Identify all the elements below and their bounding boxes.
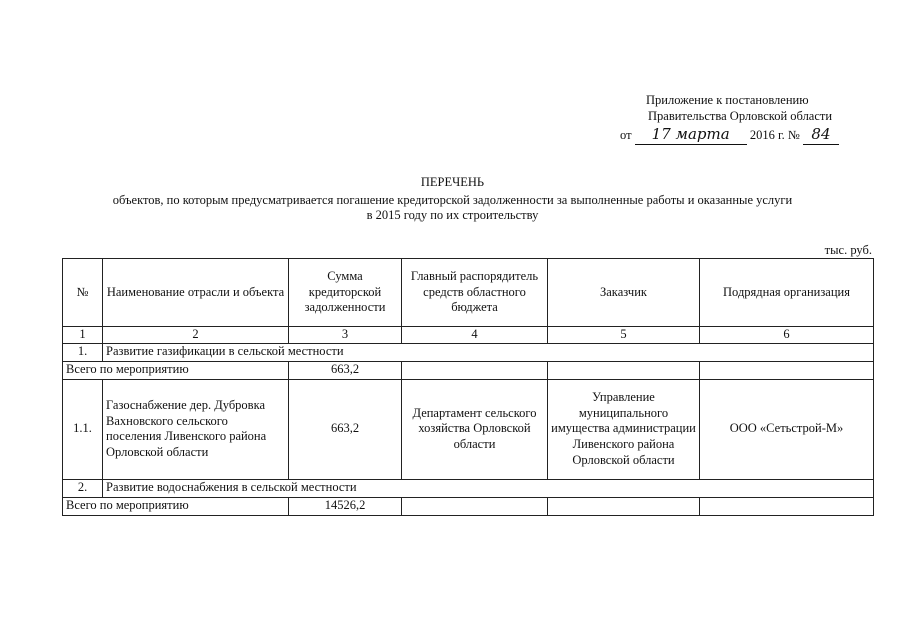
table-header-row <box>63 259 874 327</box>
total-amount: 663,2 <box>289 361 402 379</box>
handwritten-number: 84 <box>803 125 839 145</box>
title-heading: ПЕРЕЧЕНЬ <box>420 175 485 189</box>
empty-cell <box>700 361 874 379</box>
object-manager: Департамент сельского хозяйства Орловской области <box>402 379 548 479</box>
appendix-line-2: Правительства Орловской области <box>648 108 833 123</box>
title-line-1: объектов, по которым предусматривается погашение кредиторской задолженности за выполненные работы и оказанные услуги <box>112 192 793 207</box>
header-contractor: Подрядная организация <box>700 259 874 327</box>
title-line-2: в 2015 году по их строительству <box>366 208 539 223</box>
object-name: Газоснабжение дер. Дубровка Вахновского сельского поселения Ливенского района Орловской области <box>103 379 289 479</box>
total-row <box>63 497 874 515</box>
object-amount: 663,2 <box>289 379 402 479</box>
header-name: Наименование отрасли и объекта <box>103 259 289 327</box>
column-number: 3 <box>289 327 402 344</box>
total-amount: 14526,2 <box>289 497 402 515</box>
header-number: № <box>63 259 103 327</box>
column-number: 4 <box>402 327 548 344</box>
header-customer: Заказчик <box>548 259 700 327</box>
empty-cell <box>402 361 548 379</box>
total-row <box>63 361 874 379</box>
object-contractor: ООО «Сетьстрой-М» <box>700 379 874 479</box>
section-title: Развитие газификации в сельской местности <box>103 343 874 361</box>
empty-cell <box>402 497 548 515</box>
column-number: 2 <box>103 327 289 344</box>
empty-cell <box>548 361 700 379</box>
column-numbers-row <box>63 327 874 344</box>
appendix-block <box>620 93 860 145</box>
section-number: 2. <box>63 479 103 497</box>
object-row <box>63 379 874 479</box>
document-title <box>0 175 905 224</box>
handwritten-date: 17 марта <box>635 125 747 145</box>
units-label: тыс. руб. <box>824 243 872 257</box>
appendix-line-1: Приложение к постановлению <box>646 93 809 107</box>
column-number: 5 <box>548 327 700 344</box>
appendix-prefix: от <box>620 128 632 143</box>
object-customer: Управление муниципального имущества администрации Ливенского района Орловской области <box>548 379 700 479</box>
total-label: Всего по мероприятию <box>63 497 289 515</box>
empty-cell <box>548 497 700 515</box>
column-number: 6 <box>700 327 874 344</box>
total-label: Всего по мероприятию <box>63 361 289 379</box>
header-amount: Сумма кредиторской задолженности <box>289 259 402 327</box>
empty-cell <box>700 497 874 515</box>
objects-table <box>62 258 874 516</box>
column-number: 1 <box>63 327 103 344</box>
header-manager: Главный распорядитель средств областного бюджета <box>402 259 548 327</box>
section-title: Развитие водоснабжения в сельской местности <box>103 479 874 497</box>
appendix-date-line <box>620 125 860 145</box>
appendix-year: 2016 г. № <box>749 128 800 143</box>
object-number: 1.1. <box>63 379 103 479</box>
section-row <box>63 343 874 361</box>
section-number: 1. <box>63 343 103 361</box>
section-row <box>63 479 874 497</box>
